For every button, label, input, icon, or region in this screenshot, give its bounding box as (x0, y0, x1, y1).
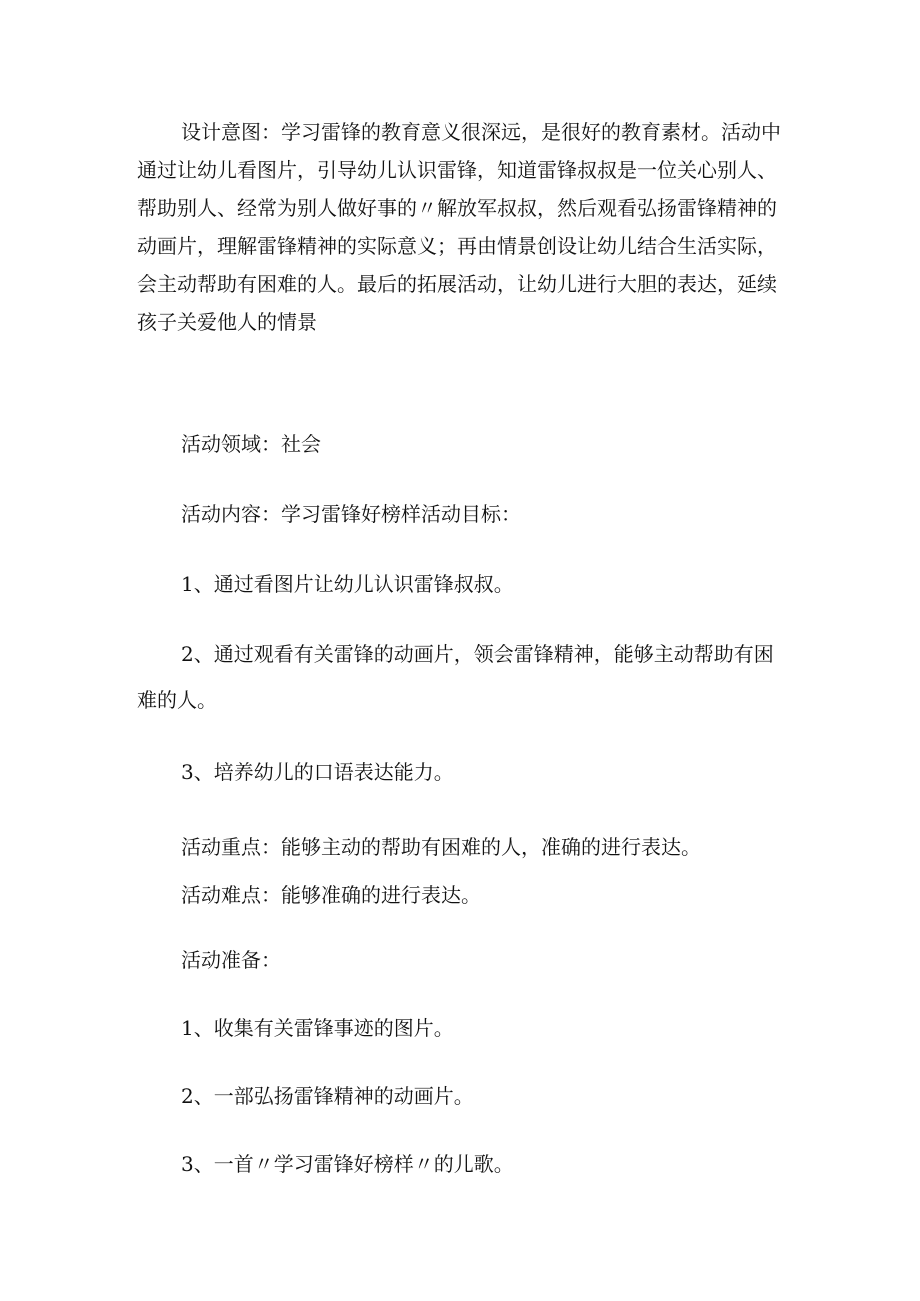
goal-item-1: 1、通过看图片让幼儿认识雷锋叔叔。 (181, 572, 514, 596)
intro-line-4: 动画片，理解雷锋精神的实际意义；再由情景创设让幼儿结合生活实际， (137, 234, 777, 258)
intro-line-5: 会主动帮助有困难的人。最后的拓展活动，让幼儿进行大胆的表达，延续 (137, 272, 777, 296)
goal-item-3: 3、培养幼儿的口语表达能力。 (181, 760, 454, 784)
activity-content: 活动内容：学习雷锋好榜样活动目标： (181, 502, 521, 526)
intro-line-3: 帮助别人、经常为别人做好事的〃解放军叔叔，然后观看弘扬雷锋精神的 (137, 196, 777, 220)
preparation-item-1: 1、收集有关雷锋事迹的图片。 (181, 1016, 454, 1040)
activity-domain: 活动领域：社会 (181, 432, 321, 456)
preparation-item-2: 2、一部弘扬雷锋精神的动画片。 (181, 1084, 474, 1108)
intro-line-2: 通过让幼儿看图片，引导幼儿认识雷锋，知道雷锋叔叔是一位关心别人、 (137, 158, 777, 182)
goal-item-2: 2、通过观看有关雷锋的动画片，领会雷锋精神，能够主动帮助有困 (181, 642, 774, 666)
preparation-item-3: 3、一首〃学习雷锋好榜样〃的儿歌。 (181, 1152, 514, 1176)
design-intent-paragraph (137, 113, 787, 341)
activity-difficulty: 活动难点：能够准确的进行表达。 (181, 883, 481, 907)
intro-line-6: 孩子关爱他人的情景 (137, 310, 317, 334)
preparation-heading: 活动准备： (181, 948, 281, 972)
activity-key-point: 活动重点：能够主动的帮助有困难的人，准确的进行表达。 (181, 835, 701, 859)
goal-item-2-continued: 难的人。 (137, 688, 217, 712)
intro-line-1: 设计意图：学习雷锋的教育意义很深远，是很好的教育素材。活动中 (181, 120, 781, 144)
